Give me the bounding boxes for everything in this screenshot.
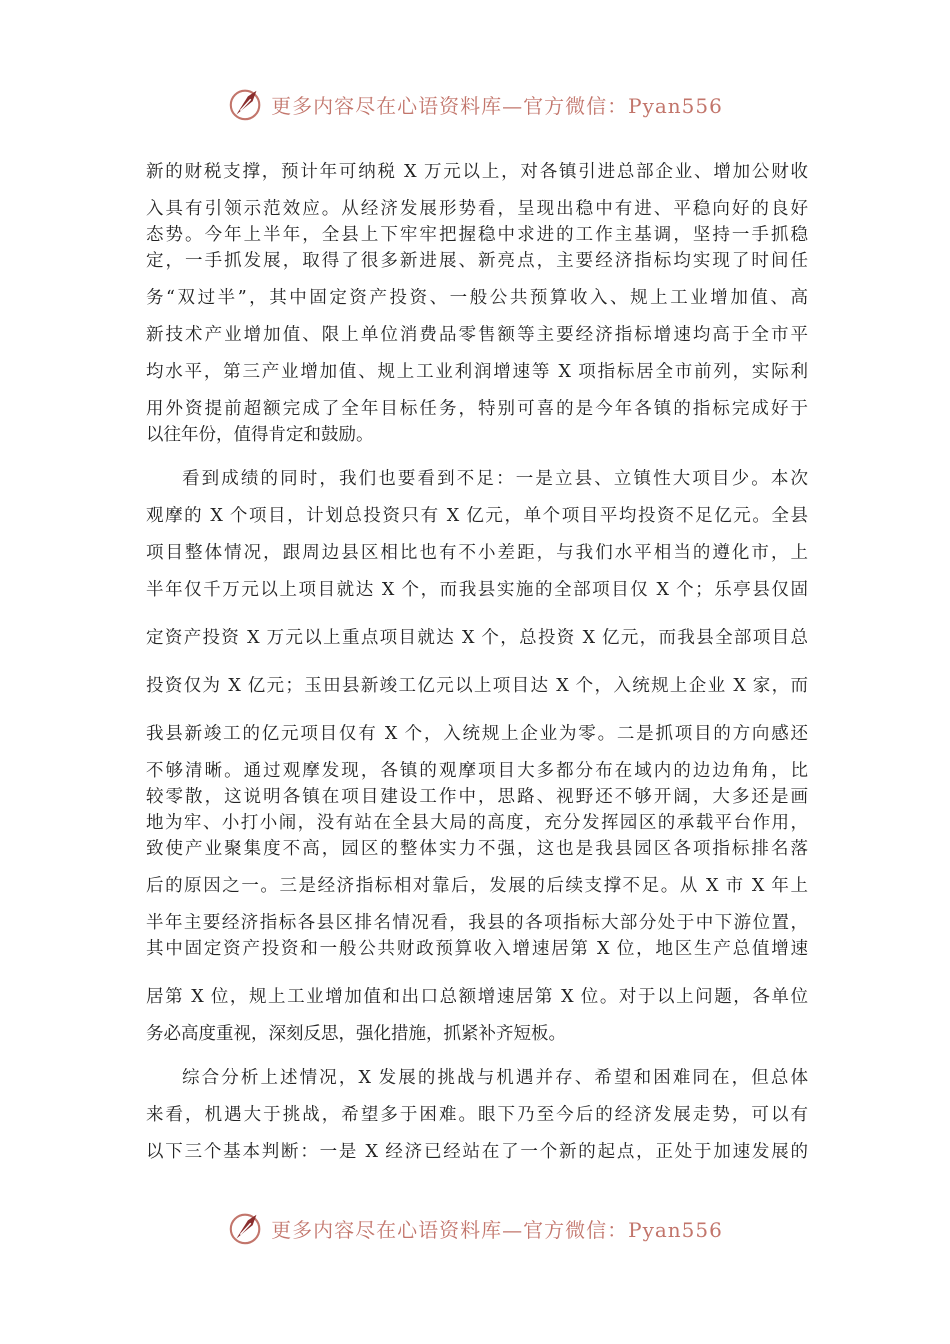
text-line: 项目整体情况，跟周边县区相比也有不小差距，与我们水平相当的遵化市，上 xyxy=(146,543,808,563)
text-line: 用外资提前超额完成了全年目标任务，特别可喜的是今年各镇的指标完成好于 xyxy=(146,399,808,419)
text-line: 观摩的 X 个项目，计划总投资只有 X 亿元，单个项目平均投资不足亿元。全县 xyxy=(146,506,808,526)
text-line: 定资产投资 X 万元以上重点项目就达 X 个，总投资 X 亿元，而我县全部项目总 xyxy=(146,628,808,648)
text-line: 综合分析上述情况，X 发展的挑战与机遇并存、希望和困难同在，但总体 xyxy=(182,1068,808,1088)
banner-text: 更多内容尽在心语资料库—官方微信：Pyan556 xyxy=(271,1217,723,1242)
text-line: 投资仅为 X 亿元；玉田县新竣工亿元以上项目达 X 个，入统规上企业 X 家，而 xyxy=(146,676,808,696)
text-line: 务“双过半”，其中固定资产投资、一般公共预算收入、规上工业增加值、高 xyxy=(146,288,808,308)
banner-text: 更多内容尽在心语资料库—官方微信：Pyan556 xyxy=(271,93,723,118)
text-line: 均水平，第三产业增加值、规上工业利润增速等 X 项指标居全市前列，实际利 xyxy=(146,362,808,382)
paragraph-2 xyxy=(146,467,808,1046)
text-line: 地为牢、小打小闹，没有站在全县大局的高度，充分发挥园区的承载平台作用， xyxy=(146,813,808,833)
pen-nib-logo-icon xyxy=(227,85,265,123)
text-line: 务必高度重视，深刻反思，强化措施，抓紧补齐短板。 xyxy=(146,1024,566,1044)
text-line: 致使产业聚集度不高，园区的整体实力不强，这也是我县园区各项指标排名落 xyxy=(146,839,808,859)
text-line: 定，一手抓发展，取得了很多新进展、新亮点，主要经济指标均实现了时间任 xyxy=(146,251,808,271)
text-line: 后的原因之一。三是经济指标相对靠后，发展的后续支撑不足。从 X 市 X 年上 xyxy=(146,876,808,896)
text-line: 以下三个基本判断：一是 X 经济已经站在了一个新的起点，正处于加速发展的 xyxy=(146,1142,808,1162)
text-line: 入具有引领示范效应。从经济发展形势看，呈现出稳中有进、平稳向好的良好 xyxy=(146,199,808,219)
text-line: 居第 X 位，规上工业增加值和出口总额增速居第 X 位。对于以上问题，各单位 xyxy=(146,987,808,1007)
text-line: 看到成绩的同时，我们也要看到不足：一是立县、立镇性大项目少。本次 xyxy=(182,469,808,489)
text-line: 来看，机遇大于挑战，希望多于困难。眼下乃至今后的经济发展走势，可以有 xyxy=(146,1105,808,1125)
paragraph-3 xyxy=(146,1066,808,1164)
text-line: 其中固定资产投资和一般公共财政预算收入增速居第 X 位，地区生产总值增速 xyxy=(146,939,808,959)
document-body xyxy=(146,150,808,1164)
text-line: 新的财税支撑，预计年可纳税 X 万元以上，对各镇引进总部企业、增加公财收 xyxy=(146,162,808,182)
text-line: 态势。今年上半年，全县上下牢牢把握稳中求进的工作主基调，坚持一手抓稳 xyxy=(146,225,808,245)
text-line: 我县新竣工的亿元项目仅有 X 个，入统规上企业为零。二是抓项目的方向感还 xyxy=(146,724,808,744)
text-line: 不够清晰。通过观摩发现，各镇的观摩项目大多都分布在域内的边边角角，比 xyxy=(146,761,808,781)
pen-nib-logo-icon xyxy=(227,1209,265,1247)
text-line: 以往年份，值得肯定和鼓励。 xyxy=(146,425,374,445)
text-line: 新技术产业增加值、限上单位消费品零售额等主要经济指标增速均高于全市平 xyxy=(146,325,808,345)
text-line: 较零散，这说明各镇在项目建设工作中，思路、视野还不够开阔，大多还是画 xyxy=(146,787,808,807)
text-line: 半年仅千万元以上项目就达 X 个，而我县实施的全部项目仅 X 个；乐亭县仅固 xyxy=(146,580,808,600)
header-banner xyxy=(0,84,950,124)
paragraph-1 xyxy=(146,160,808,447)
text-line: 半年主要经济指标各县区排名情况看，我县的各项指标大部分处于中下游位置， xyxy=(146,913,808,933)
footer-banner xyxy=(0,1208,950,1248)
